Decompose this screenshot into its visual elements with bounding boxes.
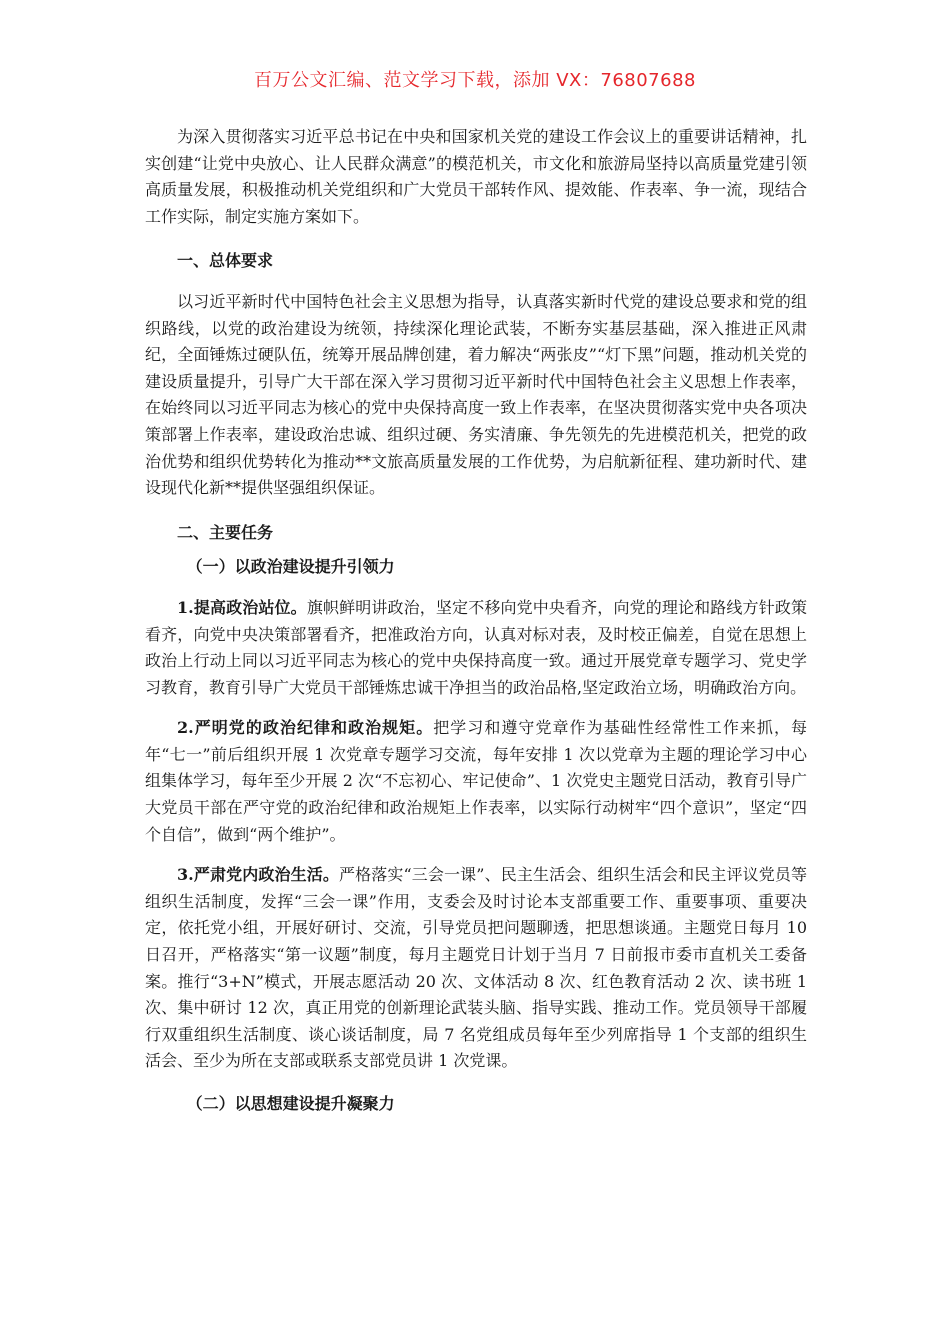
task-item-1-text: 旗帜鲜明讲政治，坚定不移向党中央看齐，向党的理论和路线方针政策看齐，向党中央决策部署看齐，把准政治方向，认真对标对表，及时校正偏差，自觉在思想上政治上行动上同以习近平同志为核心的党中央保持高度一致。通过开展党章专题学习、党史学习教育，教育引导广大党员干部锤炼忠诚干净担当的政治品格,坚定政治立场，明确政治方向。: [145, 597, 807, 697]
task-item-1: [145, 595, 807, 701]
task-item-2-text: 把学习和遵守党章作为基础性经常性工作来抓，每年“七一”前后组织开展 1 次党章专题学习交流，每年安排 1 次以党章为主题的理论学习中心组集体学习，每年至少开展 2 次“不忘初心、牢记使命”、1 次党史主题党日活动，教育引导广大党员干部在严守党的政治纪律和政治规矩上作表率，以实际行动树牢“四个意识”，坚定“四个自信”，做到“两个维护”。: [145, 718, 807, 844]
section-heading-2: 二、主要任务: [177, 522, 274, 542]
section-heading-1: 一、总体要求: [177, 251, 274, 271]
overall-requirements-paragraph: 以习近平新时代中国特色社会主义思想为指导，认真落实新时代党的建设总要求和党的组织路线，以党的政治建设为统领，持续深化理论武装，不断夯实基层基础，深入推进正风肃纪，全面锤炼过硬队伍，统筹开展品牌创建，着力解决“两张皮”“灯下黑”问题，推动机关党的建设质量提升，引导广大干部在深入学习贯彻习近平新时代中国特色社会主义思想上作表率，在始终同以习近平同志为核心的党中央保持高度一致上作表率，在坚决贯彻落实党中央各项决策部署上作表率，建设政治忠诚、组织过硬、务实清廉、争先领先的先进模范机关，把党的政治优势和组织优势转化为推动**文旅高质量发展的工作优势，为启航新征程、建功新时代、建设现代化新**提供坚强组织保证。: [145, 291, 807, 498]
document-body: [145, 124, 807, 1118]
subsection-heading-2: （二）以思想建设提升凝聚力: [186, 1094, 395, 1113]
task-item-2: [145, 715, 807, 848]
task-item-3-title: 3.严肃党内政治生活。: [177, 865, 339, 885]
watermark-header: 百万公文汇编、范文学习下载，添加 VX：76807688: [254, 70, 696, 91]
task-item-3: [145, 862, 807, 1075]
task-item-3-text: 严格落实“三会一课”、民主生活会、组织生活会和民主评议党员等组织生活制度，发挥“三会一课”作用，支委会及时讨论本支部重要工作、重要事项、重要决定，依托党小组，开展好研讨、交流，引导党员把问题聊透，把思想谈通。主题党日每月 10 日召开，严格落实“第一议题”制度，每月主题党日计划于当月 7 日前报市委市直机关工委备案。推行“3+N”模式，开展志愿活动 20 次、文体活动 8 次、红色教育活动 2 次、读书班 1 次、集中研讨 12 次，真正用党的创新理论武装头脑、指导实践、推动工作。党员领导干部履行双重组织生活制度、谈心谈话制度，局 7 名党组成员每年至少列席指导 1 个支部的组织生活会、至少为所在支部或联系支部党员讲 1 次党课。: [145, 865, 807, 1071]
task-item-1-title: 1.提高政治站位。: [177, 597, 307, 617]
task-item-2-title: 2.严明党的政治纪律和政治规矩。: [177, 718, 434, 738]
intro-paragraph: 为深入贯彻落实习近平总书记在中央和国家机关党的建设工作会议上的重要讲话精神，扎实创建“让党中央放心、让人民群众满意”的模范机关，市文化和旅游局坚持以高质量党建引领高质量发展，积极推动机关党组织和广大党员干部转作风、提效能、作表率、争一流，现结合工作实际，制定实施方案如下。: [145, 127, 807, 226]
subsection-heading-1: （一）以政治建设提升引领力: [186, 557, 395, 577]
